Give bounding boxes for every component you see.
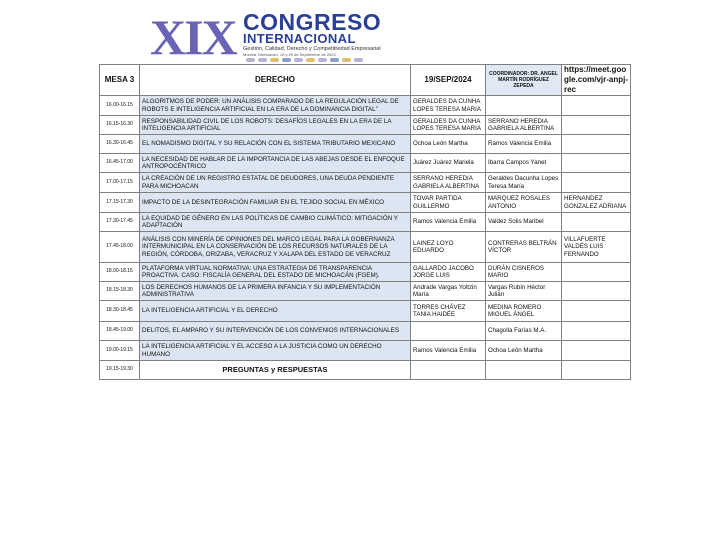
presenter-3-cell: HERNANDEZ GONZALEZ ADRIANA xyxy=(562,193,631,213)
meet-link[interactable]: https://meet.google.com/vjr-anpj-rec xyxy=(562,65,631,96)
topic-cell: LOS DERECHOS HUMANOS DE LA PRIMERA INFANCIA Y SU IMPLEMENTACIÓN ADMINISTRATIVA xyxy=(140,282,411,301)
presenter-3-cell xyxy=(562,135,631,154)
presenter-3-cell xyxy=(562,173,631,193)
topic-cell: LA EQUIDAD DE GÉNERO EN LAS POLÍTICAS DE CAMBIO CLIMÁTICO: MITIGACIÓN Y ADAPTACIÓN xyxy=(140,213,411,232)
table-row xyxy=(100,282,631,301)
time-cell: 18.00-18.15 xyxy=(100,263,140,282)
presenter-1-cell: GERALDES DA CUNHA LOPES TERESA MARIA xyxy=(411,96,486,116)
presenter-2-cell: Chagolla Farías M.A. xyxy=(486,322,562,341)
table-row xyxy=(100,96,631,116)
table-row xyxy=(100,301,631,322)
topic-cell: ALGORITMOS DE PODER: UN ANÁLISIS COMPARADO DE LA REGULACIÓN LEGAL DE ROBOTS E INTELIGENCIA ARTIFICIAL EN LA ERA DE LA DOMINANCIA DIGITAL" xyxy=(140,96,411,116)
presenter-1-cell: Ramos Valencia Emilia xyxy=(411,341,486,361)
presenter-1-cell: Ramos Valencia Emilia xyxy=(411,213,486,232)
topic-cell: PREGUNTAS y RESPUESTAS xyxy=(140,361,411,380)
presenter-1-cell: Andrade Vargas Yoltzin María xyxy=(411,282,486,301)
presenter-2-cell xyxy=(486,361,562,380)
presenter-2-cell: Ibarra Campos Yanet xyxy=(486,154,562,173)
presenter-1-cell: TORRES CHÁVEZ TANIA HAIDÉE xyxy=(411,301,486,322)
presenter-3-cell xyxy=(562,263,631,282)
time-cell: 18.15-18.30 xyxy=(100,282,140,301)
presenter-1-cell: TOVAR PARTIDA GUILLERMO xyxy=(411,193,486,213)
table-row xyxy=(100,135,631,154)
area-label: DERECHO xyxy=(140,65,411,96)
topic-cell: LA INTELIGENCIA ARTIFICIAL Y EL ACCESO A LA JUSTICIA COMO UN DERECHO HUMANO xyxy=(140,341,411,361)
time-cell: 17.45-18.00 xyxy=(100,232,140,263)
presenter-1-cell: GALLARDO JACOBO JORGE LUIS xyxy=(411,263,486,282)
table-row xyxy=(100,322,631,341)
time-cell: 16.30-16.45 xyxy=(100,135,140,154)
time-cell: 16.45-17.00 xyxy=(100,154,140,173)
table-row xyxy=(100,154,631,173)
brand-title-2: INTERNACIONAL xyxy=(243,31,356,46)
presenter-2-cell: Geraldes Dacunha Lopes Teresa María xyxy=(486,173,562,193)
roman-numeral: XIX xyxy=(150,9,236,65)
table-row xyxy=(100,213,631,232)
table-header-row xyxy=(100,65,631,96)
presenter-3-cell: VILLAFUERTE VALDÉS LUIS FERNANDO xyxy=(562,232,631,263)
presenter-3-cell xyxy=(562,282,631,301)
table-row xyxy=(100,361,631,380)
presenter-2-cell: DURÁN CISNEROS MARIO xyxy=(486,263,562,282)
time-cell: 18.45-19.00 xyxy=(100,322,140,341)
presenter-3-cell xyxy=(562,361,631,380)
presenter-2-cell: Ochoa León Martha xyxy=(486,341,562,361)
presenter-1-cell: Ochoa León Martha xyxy=(411,135,486,154)
time-cell: 17.00-17.15 xyxy=(100,173,140,193)
mesa-label: MESA 3 xyxy=(100,65,140,96)
time-cell: 19.15-19.30 xyxy=(100,361,140,380)
table-row xyxy=(100,116,631,135)
presenter-1-cell: LAINEZ LOYO EDUARDO xyxy=(411,232,486,263)
sponsor-logos xyxy=(246,58,386,63)
congress-logo xyxy=(150,9,385,65)
presenter-2-cell: MEDINA ROMERO MIGUEL ÁNGEL xyxy=(486,301,562,322)
time-cell: 16.15-16.30 xyxy=(100,116,140,135)
date-label: 19/SEP/2024 xyxy=(411,65,486,96)
topic-cell: ANÁLISIS CON MINERÍA DE OPINIONES DEL MARCO LEGAL PARA LA GOBERNANZA INTERMUNICIPAL EN LA CONSERVACIÓN DE LOS RECURSOS NATURALES DE LA REGIÓN, CÓRDOBA, ORIZABA, VERACRUZ Y XALAPA DEL ESTADO DE VERACRUZ xyxy=(140,232,411,263)
brand-subtitle: Gestión, Calidad, Derecho y Competitividad Empresarial xyxy=(243,46,381,52)
table-row xyxy=(100,193,631,213)
brand-text xyxy=(243,9,385,57)
presenter-1-cell xyxy=(411,361,486,380)
topic-cell: IMPACTO DE LA DESINTEGRACIÓN FAMILIAR EN EL TEJIDO SOCIAL EN MÉXICO xyxy=(140,193,411,213)
topic-cell: LA INTELIGENCIA ARTIFICIAL Y EL DERECHO xyxy=(140,301,411,322)
presenter-2-cell: Vargas Rubín Héctor Julián xyxy=(486,282,562,301)
presenter-1-cell: SERRANO HEREDIA GABRIELA ALBERTINA xyxy=(411,173,486,193)
time-cell: 17.30-17.45 xyxy=(100,213,140,232)
topic-cell: RESPONSABILIDAD CIVIL DE LOS ROBOTS: DESAFÍOS LEGALES EN LA ERA DE LA INTELIGENCIA ARTIFICIAL xyxy=(140,116,411,135)
presenter-3-cell xyxy=(562,301,631,322)
topic-cell: PLATAFORMA VIRTUAL NORMATIVA: UNA ESTRATEGIA DE TRANSPARENCIA PROACTIVA. CASO: FISCALÍA GENERAL DEL ESTADO DE MICHOACÁN (FGEM). xyxy=(140,263,411,282)
presenter-1-cell xyxy=(411,322,486,341)
topic-cell: LA NECESIDAD DE HABLAR DE LA IMPORTANCIA DE LAS ABEJAS DESDE EL ENFOQUE ANTROPOCÉNTRICO xyxy=(140,154,411,173)
coordinator-label: COORDINADOR: DR. ANGEL MARTÍN RODRÍGUEZ ZEPEDA xyxy=(486,65,562,96)
table-row xyxy=(100,341,631,361)
schedule-table xyxy=(99,64,631,380)
topic-cell: LA CREACIÓN DE UN REGISTRO ESTATAL DE DEUDORES, UNA DEUDA PENDIENTE PARA MICHOACAN xyxy=(140,173,411,193)
time-cell: 18.30-18.45 xyxy=(100,301,140,322)
presenter-2-cell xyxy=(486,96,562,116)
table-row xyxy=(100,173,631,193)
presenter-2-cell: MARQUEZ ROSALES ANTONIO xyxy=(486,193,562,213)
table-row xyxy=(100,232,631,263)
table-row xyxy=(100,263,631,282)
presenter-3-cell xyxy=(562,116,631,135)
time-cell: 17.15-17.30 xyxy=(100,193,140,213)
presenter-2-cell: SERRANO HEREDIA GABRIELA ALBERTINA xyxy=(486,116,562,135)
brand-place-date: Morelia, Michoacán, 19 y 20 de Septiembre de 2024 xyxy=(243,52,336,57)
brand-title-1: CONGRESO xyxy=(243,9,382,35)
presenter-2-cell: CONTRERAS BELTRÁN VÍCTOR xyxy=(486,232,562,263)
presenter-1-cell: GERALDES DA CUNHA LOPES TERESA MARIA xyxy=(411,116,486,135)
topic-cell: EL NOMADISMO DIGITAL Y SU RELACIÓN CON EL SISTEMA TRIBUTARIO MEXICANO xyxy=(140,135,411,154)
topic-cell: DELITOS, EL AMPARO Y SU INTERVENCIÓN DE LOS CONVENIOS INTERNACIONALES xyxy=(140,322,411,341)
presenter-2-cell: Valdez Solis Maribel xyxy=(486,213,562,232)
presenter-3-cell xyxy=(562,341,631,361)
time-cell: 16.00-16.15 xyxy=(100,96,140,116)
presenter-3-cell xyxy=(562,322,631,341)
presenter-3-cell xyxy=(562,96,631,116)
time-cell: 19.00-19.15 xyxy=(100,341,140,361)
presenter-2-cell: Ramos Valencia Emilia xyxy=(486,135,562,154)
presenter-3-cell xyxy=(562,154,631,173)
presenter-1-cell: Juárez Juárez Mariela xyxy=(411,154,486,173)
presenter-3-cell xyxy=(562,213,631,232)
